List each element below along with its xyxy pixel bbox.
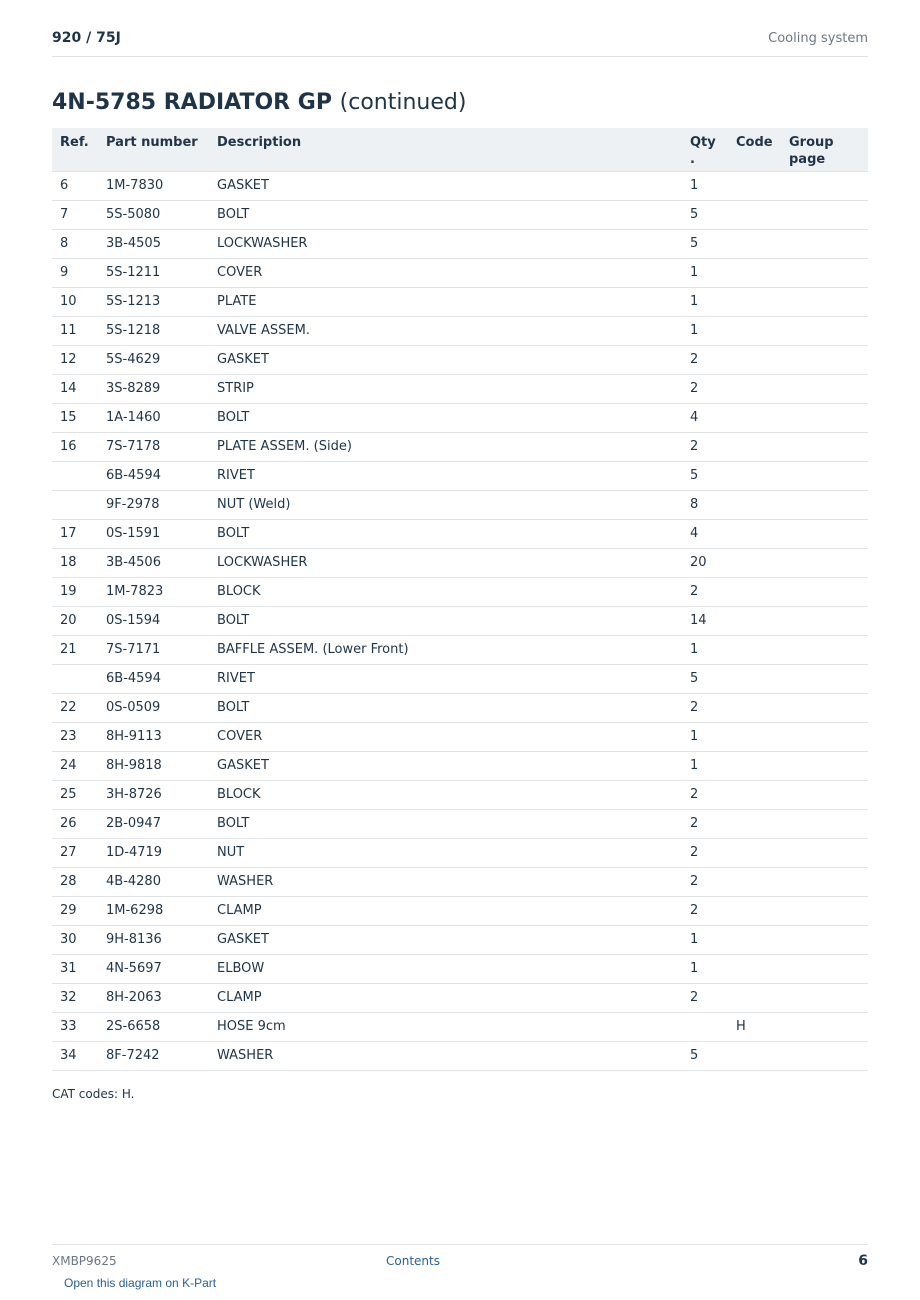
code-cell [728,229,781,258]
cat-codes-note: CAT codes: H. [52,1087,135,1101]
table-row [52,693,868,722]
code-cell [728,664,781,693]
part-number-cell: 2S-6658 [98,1012,209,1041]
group-page-cell [781,374,868,403]
code-cell [728,838,781,867]
qty-cell: 2 [682,345,728,374]
kpart-diagram-link[interactable]: Open this diagram on K-Part [64,1276,217,1290]
part-number-cell: 5S-4629 [98,345,209,374]
table-row [52,461,868,490]
group-page-cell [781,258,868,287]
group-page-cell [781,548,868,577]
code-cell [728,258,781,287]
qty-cell: 1 [682,722,728,751]
section-label: Cooling system [768,31,868,46]
table-row [52,345,868,374]
column-header-ref: Ref. [52,128,98,171]
ref-cell: 19 [52,577,98,606]
ref-cell: 12 [52,345,98,374]
ref-cell [52,490,98,519]
part-number-cell: 1M-7823 [98,577,209,606]
table-row [52,983,868,1012]
qty-cell: 1 [682,287,728,316]
description-cell: WASHER [209,1041,682,1070]
group-page-cell [781,1041,868,1070]
table-row [52,635,868,664]
qty-cell: 5 [682,229,728,258]
description-cell: NUT [209,838,682,867]
description-cell: GASKET [209,925,682,954]
group-page-cell [781,432,868,461]
qty-cell: 2 [682,780,728,809]
page-title [52,90,466,115]
column-header-qty: Qty . [682,128,728,171]
code-cell [728,809,781,838]
ref-cell: 31 [52,954,98,983]
code-cell [728,461,781,490]
description-cell: BOLT [209,809,682,838]
table-row [52,838,868,867]
part-number-cell: 9H-8136 [98,925,209,954]
qty-cell: 2 [682,432,728,461]
qty-cell: 1 [682,171,728,200]
group-page-cell [781,287,868,316]
description-cell: COVER [209,258,682,287]
ref-cell: 27 [52,838,98,867]
part-number-cell: 4N-5697 [98,954,209,983]
part-number-cell: 0S-0509 [98,693,209,722]
ref-cell: 8 [52,229,98,258]
column-header-code: Code [728,128,781,171]
qty-cell: 2 [682,693,728,722]
table-row [52,171,868,200]
part-number-cell: 1M-7830 [98,171,209,200]
table-row [52,548,868,577]
ref-cell: 24 [52,751,98,780]
description-cell: BOLT [209,606,682,635]
group-page-cell [781,751,868,780]
description-cell: BLOCK [209,780,682,809]
description-cell: BOLT [209,403,682,432]
column-header-description: Description [209,128,682,171]
ref-cell [52,664,98,693]
title-part: 4N-5785 RADIATOR GP [52,90,332,115]
description-cell: VALVE ASSEM. [209,316,682,345]
contents-link[interactable]: Contents [386,1254,440,1268]
parts-table [52,128,868,1071]
code-cell [728,722,781,751]
description-cell: CLAMP [209,983,682,1012]
table-row [52,867,868,896]
ref-cell: 14 [52,374,98,403]
group-page-cell [781,461,868,490]
part-number-cell: 3S-8289 [98,374,209,403]
code-cell [728,490,781,519]
code-cell [728,896,781,925]
table-row [52,954,868,983]
table-row [52,490,868,519]
code-cell [728,867,781,896]
table-row [52,606,868,635]
qty-cell: 1 [682,954,728,983]
description-cell: ELBOW [209,954,682,983]
ref-cell: 16 [52,432,98,461]
model-label: 920 / 75J [52,30,121,46]
code-cell [728,635,781,664]
group-page-cell [781,954,868,983]
qty-cell: 5 [682,200,728,229]
code-cell [728,693,781,722]
table-row [52,925,868,954]
ref-cell: 28 [52,867,98,896]
code-cell [728,606,781,635]
description-cell: GASKET [209,751,682,780]
code-cell [728,171,781,200]
table-row [52,432,868,461]
group-page-cell [781,316,868,345]
code-cell [728,925,781,954]
description-cell: PLATE ASSEM. (Side) [209,432,682,461]
qty-cell: 2 [682,896,728,925]
column-header-group-page: Group page [781,128,868,171]
code-cell [728,577,781,606]
parts-table-body [52,171,868,1070]
code-cell: H [728,1012,781,1041]
part-number-cell: 3H-8726 [98,780,209,809]
part-number-cell: 8H-2063 [98,983,209,1012]
part-number-cell: 3B-4505 [98,229,209,258]
code-cell [728,316,781,345]
group-page-cell [781,577,868,606]
group-page-cell [781,780,868,809]
part-number-cell: 7S-7178 [98,432,209,461]
part-number-cell: 5S-1211 [98,258,209,287]
code-cell [728,374,781,403]
code-cell [728,954,781,983]
code-cell [728,780,781,809]
code-cell [728,287,781,316]
part-number-cell: 7S-7171 [98,635,209,664]
table-row [52,287,868,316]
qty-cell: 2 [682,838,728,867]
table-row [52,780,868,809]
description-cell: PLATE [209,287,682,316]
ref-cell: 6 [52,171,98,200]
part-number-cell: 6B-4594 [98,461,209,490]
part-number-cell: 1M-6298 [98,896,209,925]
part-number-cell: 8H-9113 [98,722,209,751]
code-cell [728,403,781,432]
ref-cell: 9 [52,258,98,287]
qty-cell: 1 [682,925,728,954]
ref-cell: 32 [52,983,98,1012]
table-row [52,1012,868,1041]
part-number-cell: 6B-4594 [98,664,209,693]
qty-cell: 2 [682,809,728,838]
qty-cell: 5 [682,1041,728,1070]
page-footer [52,1244,868,1275]
qty-cell: 1 [682,751,728,780]
description-cell: BAFFLE ASSEM. (Lower Front) [209,635,682,664]
ref-cell: 18 [52,548,98,577]
description-cell: HOSE 9cm [209,1012,682,1041]
part-number-cell: 4B-4280 [98,867,209,896]
description-cell: WASHER [209,867,682,896]
part-number-cell: 1A-1460 [98,403,209,432]
ref-cell: 17 [52,519,98,548]
part-number-cell: 5S-1213 [98,287,209,316]
code-cell [728,432,781,461]
title-suffix: (continued) [339,90,467,115]
qty-cell: 1 [682,635,728,664]
part-number-cell: 5S-1218 [98,316,209,345]
part-number-cell: 8F-7242 [98,1041,209,1070]
qty-cell: 2 [682,983,728,1012]
table-row [52,1041,868,1070]
table-row [52,577,868,606]
ref-cell: 26 [52,809,98,838]
qty-cell: 2 [682,867,728,896]
description-cell: BOLT [209,519,682,548]
table-row [52,200,868,229]
column-header-part-number: Part number [98,128,209,171]
table-row [52,316,868,345]
ref-cell: 11 [52,316,98,345]
description-cell: BOLT [209,200,682,229]
group-page-cell [781,606,868,635]
table-row [52,896,868,925]
table-row [52,664,868,693]
part-number-cell: 3B-4506 [98,548,209,577]
description-cell: LOCKWASHER [209,548,682,577]
table-row [52,403,868,432]
ref-cell [52,461,98,490]
group-page-cell [781,490,868,519]
qty-cell: 5 [682,461,728,490]
qty-cell: 2 [682,577,728,606]
group-page-cell [781,664,868,693]
qty-cell [682,1012,728,1041]
description-cell: RIVET [209,461,682,490]
group-page-cell [781,809,868,838]
qty-cell: 20 [682,548,728,577]
description-cell: GASKET [209,345,682,374]
part-number-cell: 8H-9818 [98,751,209,780]
table-row [52,722,868,751]
ref-cell: 34 [52,1041,98,1070]
qty-cell: 1 [682,316,728,345]
group-page-cell [781,925,868,954]
part-number-cell: 2B-0947 [98,809,209,838]
group-page-cell [781,838,868,867]
description-cell: LOCKWASHER [209,229,682,258]
page-number: 6 [858,1253,868,1269]
group-page-cell [781,519,868,548]
part-number-cell: 5S-5080 [98,200,209,229]
ref-cell: 15 [52,403,98,432]
description-cell: BLOCK [209,577,682,606]
description-cell: COVER [209,722,682,751]
ref-cell: 7 [52,200,98,229]
ref-cell: 23 [52,722,98,751]
ref-cell: 10 [52,287,98,316]
description-cell: RIVET [209,664,682,693]
part-number-cell: 1D-4719 [98,838,209,867]
part-number-cell: 0S-1594 [98,606,209,635]
table-row [52,519,868,548]
ref-cell: 21 [52,635,98,664]
description-cell: BOLT [209,693,682,722]
table-row [52,258,868,287]
document-id: XMBP9625 [52,1254,117,1268]
ref-cell: 25 [52,780,98,809]
ref-cell: 22 [52,693,98,722]
part-number-cell: 0S-1591 [98,519,209,548]
group-page-cell [781,200,868,229]
code-cell [728,983,781,1012]
group-page-cell [781,722,868,751]
ref-cell: 29 [52,896,98,925]
qty-cell: 4 [682,519,728,548]
qty-cell: 2 [682,374,728,403]
qty-cell: 14 [682,606,728,635]
table-row [52,751,868,780]
description-cell: NUT (Weld) [209,490,682,519]
description-cell: STRIP [209,374,682,403]
group-page-cell [781,896,868,925]
code-cell [728,548,781,577]
part-number-cell: 9F-2978 [98,490,209,519]
ref-cell: 33 [52,1012,98,1041]
table-row [52,374,868,403]
page-header [52,28,868,57]
qty-cell: 1 [682,258,728,287]
ref-cell: 20 [52,606,98,635]
group-page-cell [781,867,868,896]
group-page-cell [781,635,868,664]
code-cell [728,751,781,780]
qty-cell: 8 [682,490,728,519]
group-page-cell [781,403,868,432]
group-page-cell [781,983,868,1012]
code-cell [728,200,781,229]
code-cell [728,519,781,548]
qty-cell: 5 [682,664,728,693]
code-cell [728,1041,781,1070]
description-cell: GASKET [209,171,682,200]
qty-cell: 4 [682,403,728,432]
table-header-row [52,128,868,171]
group-page-cell [781,693,868,722]
group-page-cell [781,171,868,200]
description-cell: CLAMP [209,896,682,925]
group-page-cell [781,345,868,374]
ref-cell: 30 [52,925,98,954]
group-page-cell [781,229,868,258]
table-row [52,229,868,258]
code-cell [728,345,781,374]
table-row [52,809,868,838]
group-page-cell [781,1012,868,1041]
